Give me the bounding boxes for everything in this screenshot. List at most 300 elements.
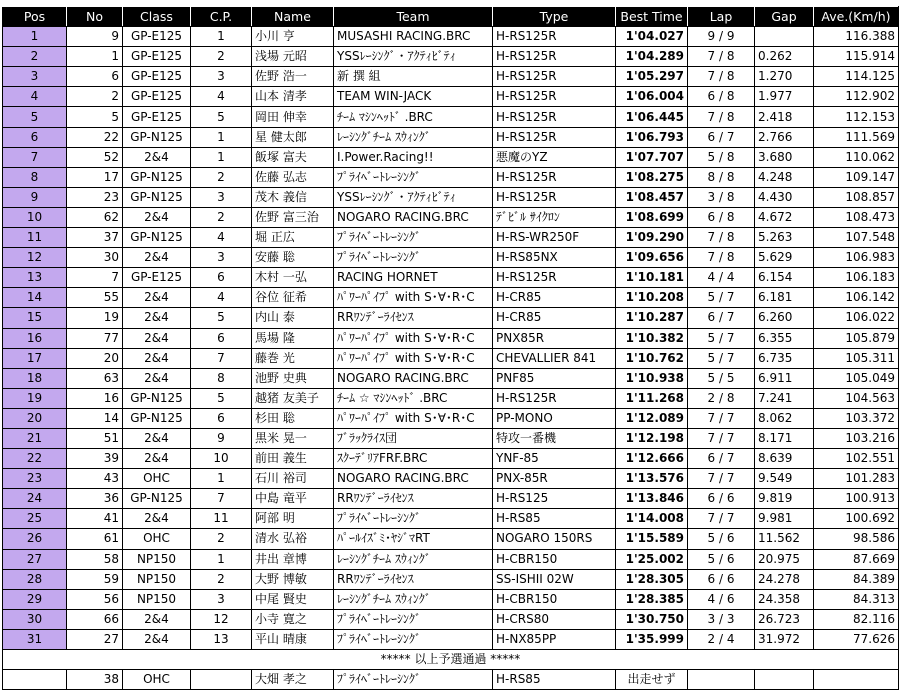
cell-team: ﾚｰｼﾝｸﾞﾁｰﾑ ｽｳｨﾝｸﾞ	[334, 589, 493, 609]
cell-best-time: 1'14.008	[616, 509, 688, 529]
non-starter-no: 38	[67, 670, 123, 690]
cell-name: 山本 清孝	[252, 87, 334, 107]
cell-lap: 7 / 7	[688, 469, 755, 489]
cell-cp: 4	[191, 288, 252, 308]
cell-lap: 7 / 8	[688, 47, 755, 67]
cell-pos: 26	[3, 529, 67, 549]
cell-ave: 77.626	[814, 629, 899, 649]
cell-gap: 6.260	[755, 308, 814, 328]
cell-type: H-RS125	[493, 489, 616, 509]
cell-ave: 105.311	[814, 348, 899, 368]
cell-class: 2&4	[123, 288, 191, 308]
result-row	[3, 308, 899, 328]
cell-class: OHC	[123, 469, 191, 489]
qualify-divider: ***** 以上予選通過 *****	[3, 650, 899, 670]
non-starter-name: 大畑 孝之	[252, 670, 334, 690]
cell-lap: 6 / 8	[688, 87, 755, 107]
cell-cp: 10	[191, 449, 252, 469]
cell-best-time: 1'10.181	[616, 268, 688, 288]
cell-best-time: 1'04.289	[616, 47, 688, 67]
cell-gap: 9.819	[755, 489, 814, 509]
cell-team: ﾌﾟﾗｲﾍﾞｰﾄﾚｰｼﾝｸﾞ	[334, 609, 493, 629]
cell-pos: 5	[3, 107, 67, 127]
result-row	[3, 408, 899, 428]
cell-pos: 25	[3, 509, 67, 529]
cell-best-time: 1'06.004	[616, 87, 688, 107]
result-row	[3, 248, 899, 268]
cell-pos: 17	[3, 348, 67, 368]
cell-class: 2&4	[123, 428, 191, 448]
cell-class: GP-E125	[123, 107, 191, 127]
cell-type: H-CBR150	[493, 589, 616, 609]
cell-lap: 7 / 7	[688, 428, 755, 448]
cell-cp: 9	[191, 428, 252, 448]
cell-name: 堀 正広	[252, 228, 334, 248]
cell-gap: 8.639	[755, 449, 814, 469]
cell-class: GP-E125	[123, 47, 191, 67]
cell-no: 43	[67, 469, 123, 489]
cell-pos: 22	[3, 449, 67, 469]
result-row	[3, 47, 899, 67]
header-name: Name	[252, 7, 334, 27]
result-row	[3, 388, 899, 408]
cell-class: GP-N125	[123, 127, 191, 147]
cell-lap: 7 / 7	[688, 408, 755, 428]
cell-gap: 4.248	[755, 167, 814, 187]
cell-ave: 107.548	[814, 228, 899, 248]
cell-best-time: 1'12.666	[616, 449, 688, 469]
cell-gap: 6.911	[755, 368, 814, 388]
result-row	[3, 509, 899, 529]
cell-cp: 2	[191, 47, 252, 67]
cell-cp: 13	[191, 629, 252, 649]
cell-cp: 7	[191, 348, 252, 368]
non-starter-ave	[814, 670, 899, 690]
cell-gap: 4.430	[755, 187, 814, 207]
cell-team: TEAM WIN-JACK	[334, 87, 493, 107]
cell-pos: 7	[3, 147, 67, 167]
non-starter-team: ﾌﾟﾗｲﾍﾞｰﾄﾚｰｼﾝｸﾞ	[334, 670, 493, 690]
cell-lap: 6 / 7	[688, 127, 755, 147]
cell-no: 1	[67, 47, 123, 67]
cell-type: H-RS125R	[493, 268, 616, 288]
cell-best-time: 1'28.385	[616, 589, 688, 609]
cell-pos: 2	[3, 47, 67, 67]
cell-name: 井出 章博	[252, 549, 334, 569]
cell-name: 石川 裕司	[252, 469, 334, 489]
cell-type: H-RS125R	[493, 107, 616, 127]
cell-ave: 112.153	[814, 107, 899, 127]
cell-no: 27	[67, 629, 123, 649]
cell-no: 39	[67, 449, 123, 469]
cell-best-time: 1'08.699	[616, 207, 688, 227]
cell-pos: 8	[3, 167, 67, 187]
cell-class: 2&4	[123, 328, 191, 348]
cell-gap: 6.735	[755, 348, 814, 368]
cell-name: 木村 一弘	[252, 268, 334, 288]
cell-lap: 7 / 7	[688, 509, 755, 529]
cell-team: ﾊﾟﾜｰﾊﾟｲﾌﾟ with S･∀･R･C	[334, 348, 493, 368]
cell-pos: 11	[3, 228, 67, 248]
cell-team: ﾁｰﾑ ☆ ﾏｼﾝﾍｯﾄﾞ .BRC	[334, 388, 493, 408]
cell-pos: 24	[3, 489, 67, 509]
cell-lap: 2 / 8	[688, 388, 755, 408]
cell-no: 5	[67, 107, 123, 127]
cell-class: GP-N125	[123, 408, 191, 428]
cell-best-time: 1'07.707	[616, 147, 688, 167]
header-row	[3, 7, 899, 27]
cell-name: 中島 竜平	[252, 489, 334, 509]
result-row	[3, 589, 899, 609]
cell-no: 22	[67, 127, 123, 147]
result-row	[3, 469, 899, 489]
cell-team: ﾚｰｼﾝｸﾞﾁｰﾑ ｽｳｨﾝｸﾞ	[334, 549, 493, 569]
cell-pos: 20	[3, 408, 67, 428]
non-starter-gap	[755, 670, 814, 690]
cell-cp: 7	[191, 489, 252, 509]
cell-best-time: 1'30.750	[616, 609, 688, 629]
cell-type: H-RS85NX	[493, 248, 616, 268]
cell-name: 岡田 伸幸	[252, 107, 334, 127]
cell-ave: 101.283	[814, 469, 899, 489]
cell-gap: 6.181	[755, 288, 814, 308]
cell-cp: 5	[191, 308, 252, 328]
cell-ave: 102.551	[814, 449, 899, 469]
cell-lap: 9 / 9	[688, 27, 755, 47]
cell-gap: 9.549	[755, 469, 814, 489]
cell-team: MUSASHI RACING.BRC	[334, 27, 493, 47]
cell-no: 51	[67, 428, 123, 448]
cell-lap: 5 / 5	[688, 368, 755, 388]
cell-name: 小寺 寛之	[252, 609, 334, 629]
cell-cp: 1	[191, 147, 252, 167]
cell-best-time: 1'15.589	[616, 529, 688, 549]
cell-lap: 3 / 8	[688, 187, 755, 207]
cell-name: 池野 史典	[252, 368, 334, 388]
cell-lap: 4 / 6	[688, 589, 755, 609]
cell-name: 内山 泰	[252, 308, 334, 328]
header-class: Class	[123, 7, 191, 27]
cell-gap: 24.278	[755, 569, 814, 589]
cell-class: 2&4	[123, 368, 191, 388]
cell-pos: 16	[3, 328, 67, 348]
cell-pos: 4	[3, 87, 67, 107]
cell-team: ﾌﾟﾗｲﾍﾞｰﾄﾚｰｼﾝｸﾞ	[334, 248, 493, 268]
cell-class: 2&4	[123, 147, 191, 167]
cell-ave: 98.586	[814, 529, 899, 549]
cell-gap: 2.418	[755, 107, 814, 127]
cell-gap: 8.062	[755, 408, 814, 428]
cell-pos: 15	[3, 308, 67, 328]
cell-type: H-RS125R	[493, 47, 616, 67]
cell-best-time: 1'12.089	[616, 408, 688, 428]
cell-name: 清水 弘裕	[252, 529, 334, 549]
cell-team: RRﾜﾝﾃﾞｰﾗｲｾﾝｽ	[334, 569, 493, 589]
cell-type: H-CRS80	[493, 609, 616, 629]
cell-ave: 103.216	[814, 428, 899, 448]
result-row	[3, 428, 899, 448]
cell-best-time: 1'06.793	[616, 127, 688, 147]
cell-cp: 6	[191, 328, 252, 348]
cell-team: ｽｸｰﾃﾞﾘｱFRF.BRC	[334, 449, 493, 469]
cell-best-time: 1'06.445	[616, 107, 688, 127]
cell-lap: 6 / 7	[688, 449, 755, 469]
cell-type: ﾃﾞﾋﾞﾙ ｻｲｸﾛﾝ	[493, 207, 616, 227]
cell-team: NOGARO RACING.BRC	[334, 469, 493, 489]
cell-cp: 2	[191, 529, 252, 549]
cell-pos: 30	[3, 609, 67, 629]
cell-cp: 3	[191, 589, 252, 609]
cell-lap: 7 / 8	[688, 228, 755, 248]
cell-no: 66	[67, 609, 123, 629]
cell-ave: 106.983	[814, 248, 899, 268]
cell-name: 佐藤 弘志	[252, 167, 334, 187]
result-row	[3, 549, 899, 569]
cell-cp: 3	[191, 67, 252, 87]
cell-class: 2&4	[123, 308, 191, 328]
cell-no: 55	[67, 288, 123, 308]
cell-no: 58	[67, 549, 123, 569]
cell-name: 前田 義生	[252, 449, 334, 469]
non-starter-row	[3, 670, 899, 690]
header-lap: Lap	[688, 7, 755, 27]
cell-cp: 8	[191, 368, 252, 388]
non-starter-cp	[191, 670, 252, 690]
cell-ave: 100.692	[814, 509, 899, 529]
cell-cp: 3	[191, 248, 252, 268]
cell-gap: 20.975	[755, 549, 814, 569]
cell-lap: 8 / 8	[688, 167, 755, 187]
cell-best-time: 1'13.576	[616, 469, 688, 489]
non-starter-best: 出走せず	[616, 670, 688, 690]
cell-team: YSSﾚｰｼﾝｸﾞ・ｱｸﾃｨﾋﾞﾃｨ	[334, 47, 493, 67]
non-starter-lap	[688, 670, 755, 690]
cell-gap: 3.680	[755, 147, 814, 167]
cell-pos: 19	[3, 388, 67, 408]
cell-type: 悪魔のYZ	[493, 147, 616, 167]
cell-pos: 29	[3, 589, 67, 609]
cell-class: 2&4	[123, 449, 191, 469]
result-row	[3, 127, 899, 147]
cell-no: 59	[67, 569, 123, 589]
cell-type: PNX-85R	[493, 469, 616, 489]
cell-lap: 7 / 8	[688, 248, 755, 268]
cell-cp: 4	[191, 228, 252, 248]
result-row	[3, 609, 899, 629]
cell-class: GP-N125	[123, 228, 191, 248]
cell-best-time: 1'10.208	[616, 288, 688, 308]
cell-type: H-CR85	[493, 308, 616, 328]
result-row	[3, 268, 899, 288]
cell-gap: 4.672	[755, 207, 814, 227]
cell-type: PNF85	[493, 368, 616, 388]
cell-pos: 9	[3, 187, 67, 207]
cell-no: 14	[67, 408, 123, 428]
result-row	[3, 87, 899, 107]
cell-name: 馬場 隆	[252, 328, 334, 348]
cell-ave: 84.313	[814, 589, 899, 609]
header-cp: C.P.	[191, 7, 252, 27]
cell-type: SS-ISHII 02W	[493, 569, 616, 589]
cell-name: 阿部 明	[252, 509, 334, 529]
cell-name: 星 健太郎	[252, 127, 334, 147]
cell-best-time: 1'08.275	[616, 167, 688, 187]
cell-no: 9	[67, 27, 123, 47]
cell-team: RRﾜﾝﾃﾞｰﾗｲｾﾝｽ	[334, 308, 493, 328]
cell-cp: 2	[191, 207, 252, 227]
cell-pos: 28	[3, 569, 67, 589]
cell-ave: 111.569	[814, 127, 899, 147]
cell-best-time: 1'25.002	[616, 549, 688, 569]
cell-type: H-RS125R	[493, 67, 616, 87]
non-starter-pos	[3, 670, 67, 690]
cell-lap: 5 / 6	[688, 529, 755, 549]
cell-gap: 5.263	[755, 228, 814, 248]
cell-class: NP150	[123, 589, 191, 609]
cell-no: 77	[67, 328, 123, 348]
cell-lap: 6 / 8	[688, 207, 755, 227]
cell-type: H-RS125R	[493, 167, 616, 187]
cell-best-time: 1'10.287	[616, 308, 688, 328]
cell-name: 中尾 賢史	[252, 589, 334, 609]
cell-no: 56	[67, 589, 123, 609]
cell-type: H-RS85	[493, 509, 616, 529]
cell-lap: 3 / 3	[688, 609, 755, 629]
cell-no: 2	[67, 87, 123, 107]
cell-best-time: 1'09.656	[616, 248, 688, 268]
cell-cp: 12	[191, 609, 252, 629]
cell-class: GP-E125	[123, 87, 191, 107]
cell-gap: 1.270	[755, 67, 814, 87]
cell-type: NOGARO 150RS	[493, 529, 616, 549]
cell-gap: 7.241	[755, 388, 814, 408]
non-starter-class: OHC	[123, 670, 191, 690]
cell-class: NP150	[123, 549, 191, 569]
result-row	[3, 529, 899, 549]
result-row	[3, 288, 899, 308]
cell-team: I.Power.Racing!!	[334, 147, 493, 167]
cell-ave: 104.563	[814, 388, 899, 408]
cell-name: 佐野 浩一	[252, 67, 334, 87]
cell-name: 谷位 征希	[252, 288, 334, 308]
cell-name: 飯塚 富夫	[252, 147, 334, 167]
cell-type: YNF-85	[493, 449, 616, 469]
cell-cp: 4	[191, 87, 252, 107]
cell-name: 佐野 富三治	[252, 207, 334, 227]
cell-best-time: 1'13.846	[616, 489, 688, 509]
header-pos: Pos	[3, 7, 67, 27]
cell-cp: 2	[191, 569, 252, 589]
cell-ave: 103.372	[814, 408, 899, 428]
cell-gap	[755, 27, 814, 47]
cell-type: CHEVALLIER 841	[493, 348, 616, 368]
cell-ave: 87.669	[814, 549, 899, 569]
cell-best-time: 1'28.305	[616, 569, 688, 589]
cell-team: ﾊﾟﾜｰﾊﾟｲﾌﾟ with S･∀･R･C	[334, 288, 493, 308]
cell-lap: 5 / 6	[688, 549, 755, 569]
cell-ave: 105.049	[814, 368, 899, 388]
cell-class: 2&4	[123, 248, 191, 268]
cell-team: NOGARO RACING.BRC	[334, 207, 493, 227]
cell-type: H-RS125R	[493, 127, 616, 147]
cell-ave: 106.183	[814, 268, 899, 288]
result-row	[3, 368, 899, 388]
cell-class: OHC	[123, 529, 191, 549]
cell-name: 藤巻 光	[252, 348, 334, 368]
cell-ave: 106.142	[814, 288, 899, 308]
cell-gap: 24.358	[755, 589, 814, 609]
cell-no: 16	[67, 388, 123, 408]
result-row	[3, 107, 899, 127]
cell-cp: 1	[191, 469, 252, 489]
result-row	[3, 569, 899, 589]
cell-name: 茂木 義信	[252, 187, 334, 207]
cell-type: H-RS125R	[493, 388, 616, 408]
cell-pos: 18	[3, 368, 67, 388]
cell-class: 2&4	[123, 609, 191, 629]
cell-class: GP-E125	[123, 67, 191, 87]
cell-type: H-NX85PP	[493, 629, 616, 649]
cell-pos: 14	[3, 288, 67, 308]
header-gap: Gap	[755, 7, 814, 27]
cell-pos: 10	[3, 207, 67, 227]
non-starter-type: H-RS85	[493, 670, 616, 690]
cell-no: 23	[67, 187, 123, 207]
cell-cp: 1	[191, 27, 252, 47]
cell-gap: 6.154	[755, 268, 814, 288]
cell-best-time: 1'10.762	[616, 348, 688, 368]
cell-no: 17	[67, 167, 123, 187]
cell-gap: 26.723	[755, 609, 814, 629]
cell-no: 62	[67, 207, 123, 227]
cell-best-time: 1'10.938	[616, 368, 688, 388]
cell-ave: 82.116	[814, 609, 899, 629]
cell-class: GP-N125	[123, 489, 191, 509]
cell-type: H-RS-WR250F	[493, 228, 616, 248]
cell-cp: 6	[191, 408, 252, 428]
cell-best-time: 1'35.999	[616, 629, 688, 649]
cell-class: 2&4	[123, 207, 191, 227]
cell-name: 杉田 聡	[252, 408, 334, 428]
result-row	[3, 489, 899, 509]
cell-name: 安藤 聡	[252, 248, 334, 268]
cell-ave: 108.473	[814, 207, 899, 227]
cell-cp: 3	[191, 187, 252, 207]
result-row	[3, 328, 899, 348]
result-row	[3, 629, 899, 649]
cell-name: 平山 晴康	[252, 629, 334, 649]
cell-ave: 105.879	[814, 328, 899, 348]
cell-class: GP-E125	[123, 27, 191, 47]
cell-class: GP-N125	[123, 388, 191, 408]
cell-no: 37	[67, 228, 123, 248]
cell-name: 小川 亨	[252, 27, 334, 47]
cell-lap: 4 / 4	[688, 268, 755, 288]
cell-type: PP-MONO	[493, 408, 616, 428]
cell-team: ﾌﾟﾗｲﾍﾞｰﾄﾚｰｼﾝｸﾞ	[334, 228, 493, 248]
cell-pos: 13	[3, 268, 67, 288]
cell-ave: 100.913	[814, 489, 899, 509]
cell-lap: 5 / 7	[688, 348, 755, 368]
cell-class: 2&4	[123, 348, 191, 368]
cell-team: RACING HORNET	[334, 268, 493, 288]
result-row	[3, 228, 899, 248]
cell-team: 新 撰 組	[334, 67, 493, 87]
cell-team: ﾊﾟｰﾙｲｽﾞﾐ･ﾔｼﾞﾏRT	[334, 529, 493, 549]
cell-team: RRﾜﾝﾃﾞｰﾗｲｾﾝｽ	[334, 489, 493, 509]
header-best-time: Best Time	[616, 7, 688, 27]
cell-no: 30	[67, 248, 123, 268]
